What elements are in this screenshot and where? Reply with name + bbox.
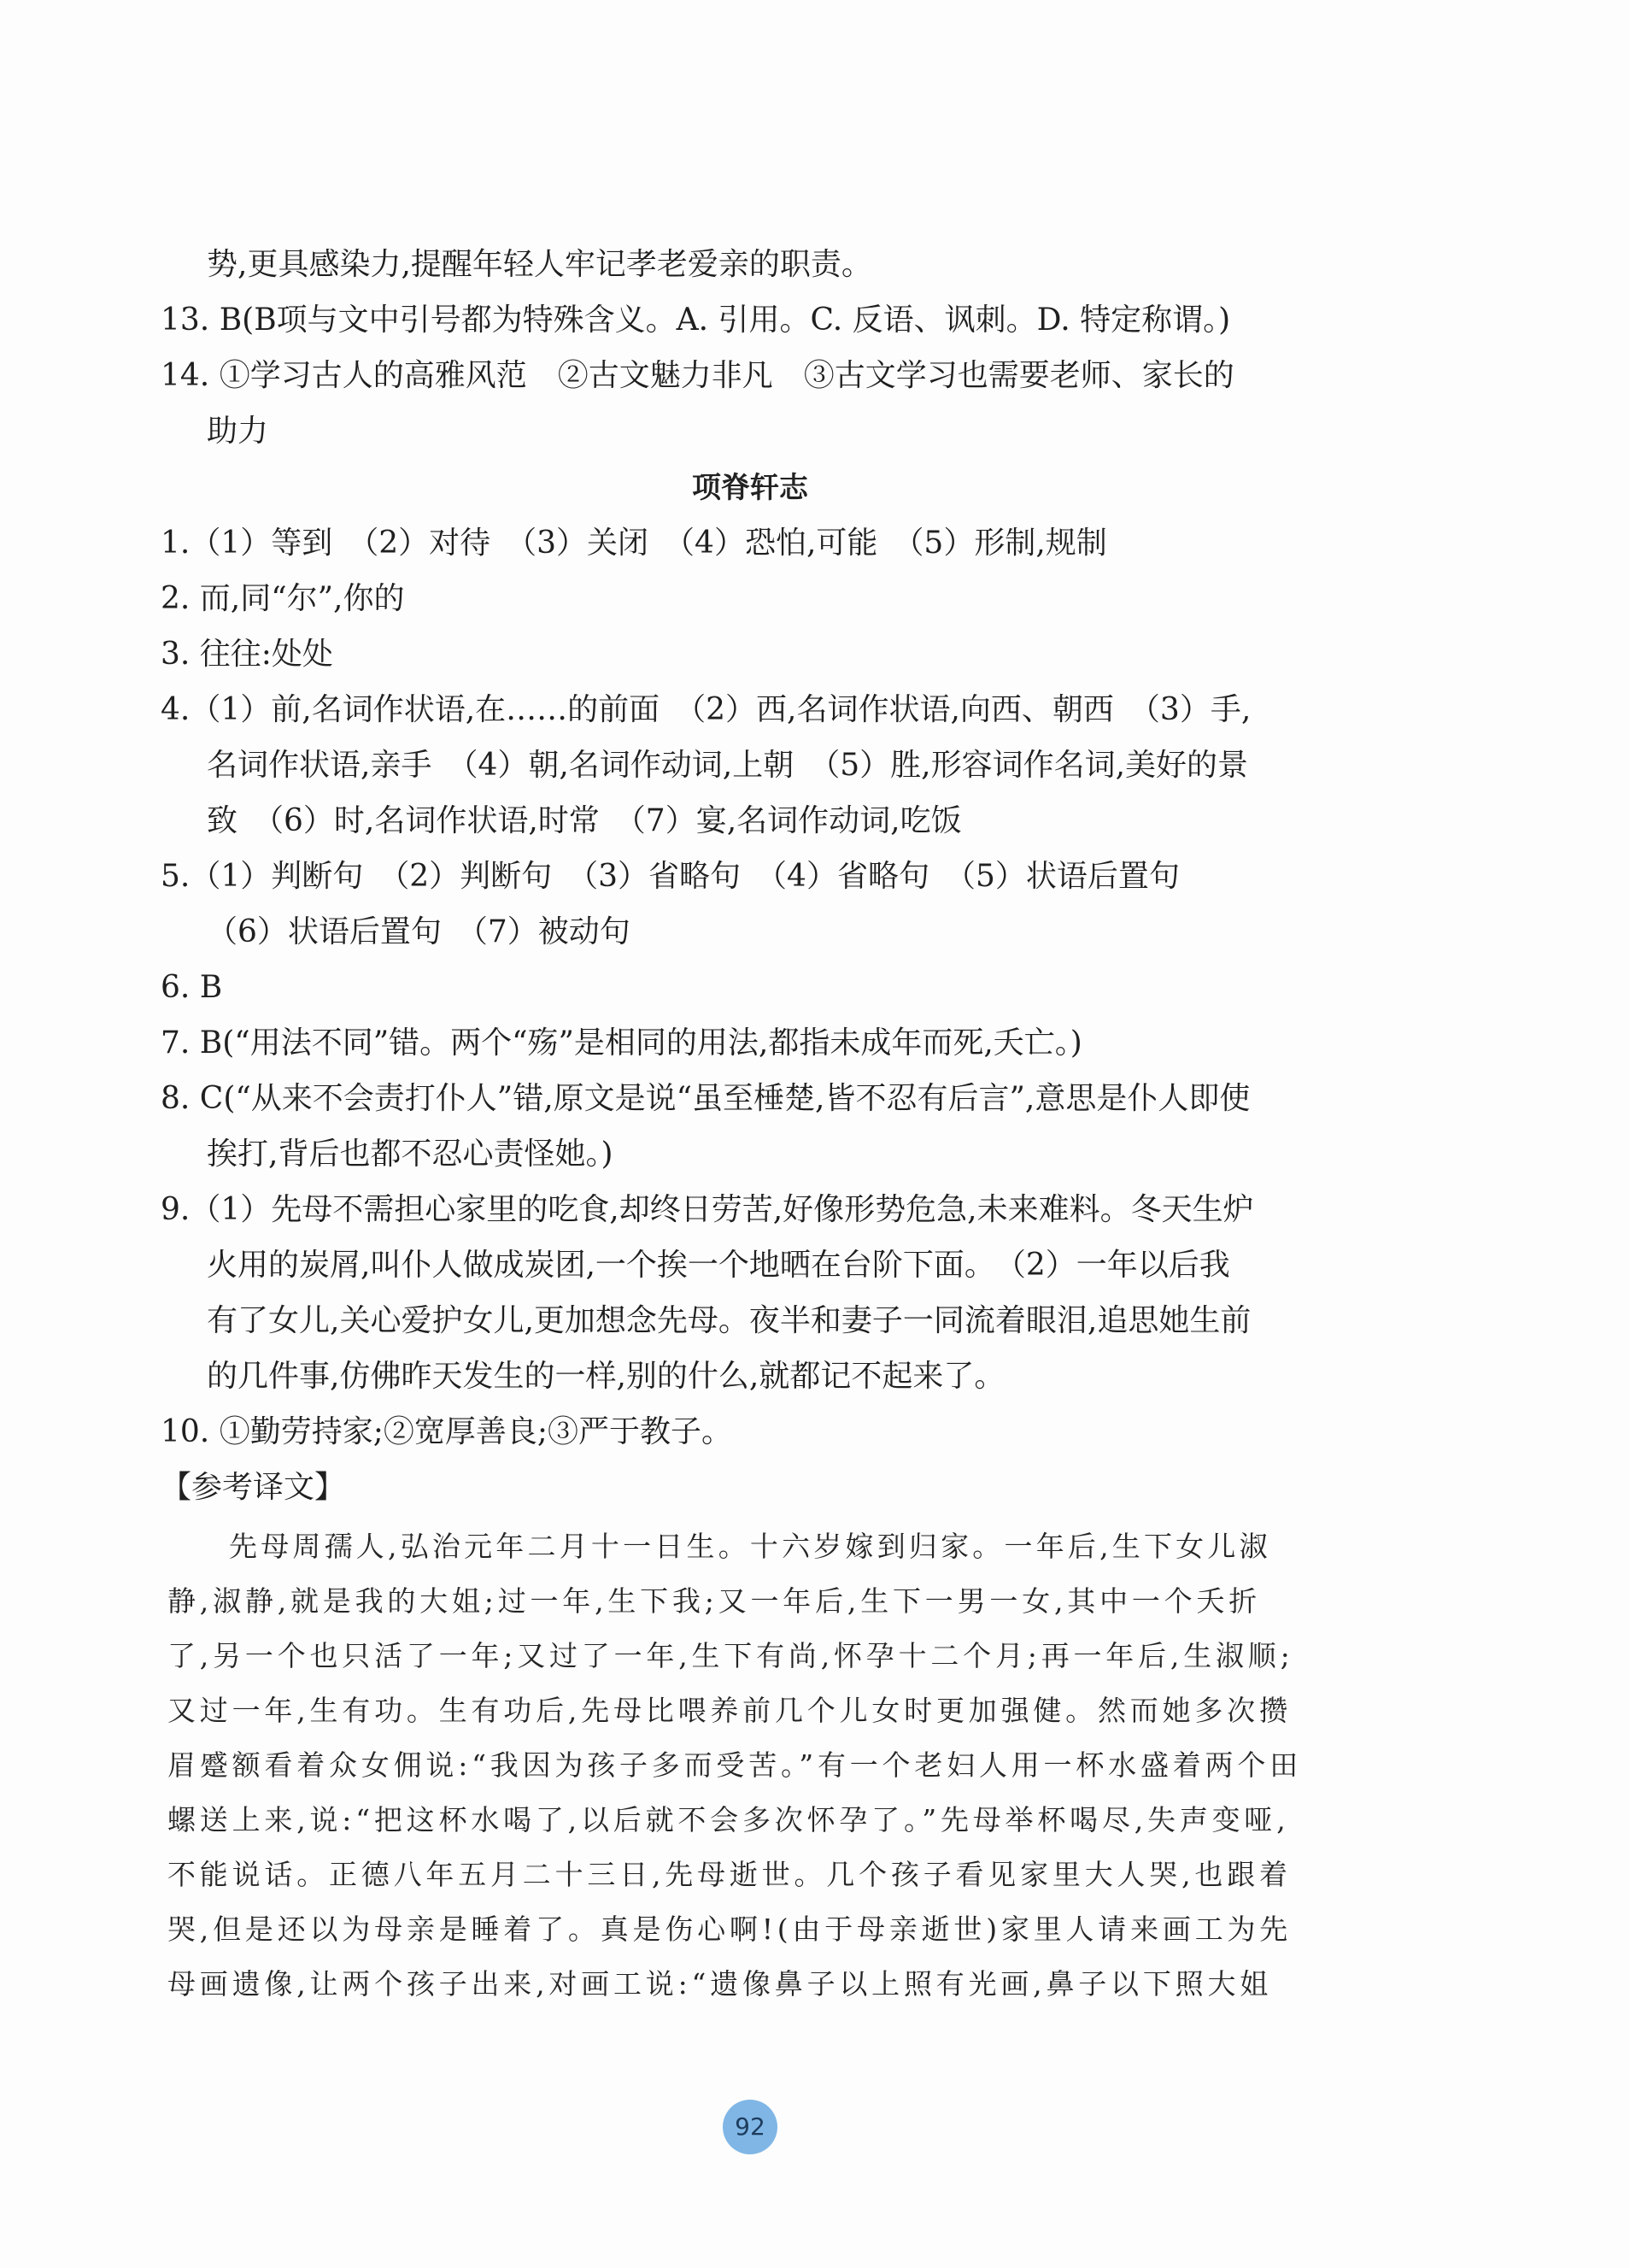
answer-line: 14. ①学习古人的高雅风范 ②古文魅力非凡 ③古文学习也需要老师、家长的 [161,358,1234,393]
answer-line: 致 （6）时,名词作状语,时常 （7）宴,名词作动词,吃饭 [207,803,962,838]
answer-line: 9.（1）先母不需担心家里的吃食,却终日劳苦,好像形势危急,未来难料。冬天生炉 [161,1192,1254,1227]
translation-line: 不能说话。正德八年五月二十三日,先母逝世。几个孩子看见家里大人哭,也跟着 [167,1858,1292,1891]
translation-line: 静,淑静,就是我的大姐;过一年,生下我;又一年后,生下一男一女,其中一个夭折 [167,1584,1262,1618]
answer-line: 名词作状语,亲手 （4）朝,名词作动词,上朝 （5）胜,形容词作名词,美好的景 [207,748,1249,783]
translation-line: 螺送上来,说:“把这杯水喝了,以后就不会多次怀孕了。”先母举杯喝尽,失声变哑, [167,1803,1290,1836]
answer-line: 的几件事,仿佛昨天发生的一样,别的什么,就都记不起来了。 [207,1359,1006,1394]
translation-line: 又过一年,生有功。生有功后,先母比喂养前几个儿女时更加强健。然而她多次攒 [167,1694,1292,1727]
translation-line: 先母周孺人,弘治元年二月十一日生。十六岁嫁到归家。一年后,生下女儿淑 [229,1530,1271,1563]
answer-line: （6）状语后置句 （7）被动句 [207,914,630,949]
answer-line: 7. B(“用法不同”错。两个“殇”是相同的用法,都指未成年而死,夭亡。) [161,1025,1082,1061]
answer-line: 6. B [161,970,223,1005]
translation-line: 了,另一个也只活了一年;又过了一年,生下有尚,怀孕十二个月;再一年后,生淑顺; [167,1639,1294,1672]
section-title: 项脊轩志 [692,471,808,505]
translation-line: 哭,但是还以为母亲是睡着了。真是伤心啊!(由于母亲逝世)家里人请来画工为先 [167,1913,1293,1946]
answer-line: 5.（1）判断句 （2）判断句 （3）省略句 （4）省略句 （5）状语后置句 [161,859,1180,894]
answer-line: 3. 往往:处处 [161,637,333,672]
reference-translation-heading: 【参考译文】 [161,1470,346,1505]
answer-line: 13. B(B项与文中引号都为特殊含义。A. 引用。C. 反语、讽刺。D. 特定称谓。) [161,303,1231,338]
answer-line: 挨打,背后也都不忍心责怪她。) [207,1137,613,1172]
answer-line: 1.（1）等到 （2）对待 （3）关闭 （4）恐怕,可能 （5）形制,规制 [161,526,1107,561]
answer-line: 火用的炭屑,叫仆人做成炭团,一个挨一个地晒在台阶下面。 （2）一年以后我 [207,1248,1230,1283]
translation-line: 眉蹙额看着众女佣说:“我因为孩子多而受苦。”有一个老妇人用一杯水盛着两个田 [167,1748,1302,1782]
answer-line: 2. 而,同“尔”,你的 [161,581,405,616]
answer-line: 有了女儿,关心爱护女儿,更加想念先母。夜半和妻子一同流着眼泪,追思她生前 [207,1303,1252,1338]
answer-line: 助力 [207,414,269,449]
translation-line: 母画遗像,让两个孩子出来,对画工说:“遗像鼻子以上照有光画,鼻子以下照大姐 [167,1967,1273,2001]
answer-line: 势,更具感染力,提醒年轻人牢记孝老爱亲的职责。 [207,247,872,282]
answer-line: 10. ①勤劳持家;②宽厚善良;③严于教子。 [161,1414,732,1449]
answer-line: 4.（1）前,名词作状语,在……的前面 （2）西,名词作状语,向西、朝西 （3）手, [161,692,1252,727]
page-number-badge: 92 [723,2100,777,2154]
answer-line: 8. C(“从来不会责打仆人”错,原文是说“虽至棰楚,皆不忍有后言”,意思是仆人即使 [161,1081,1251,1116]
